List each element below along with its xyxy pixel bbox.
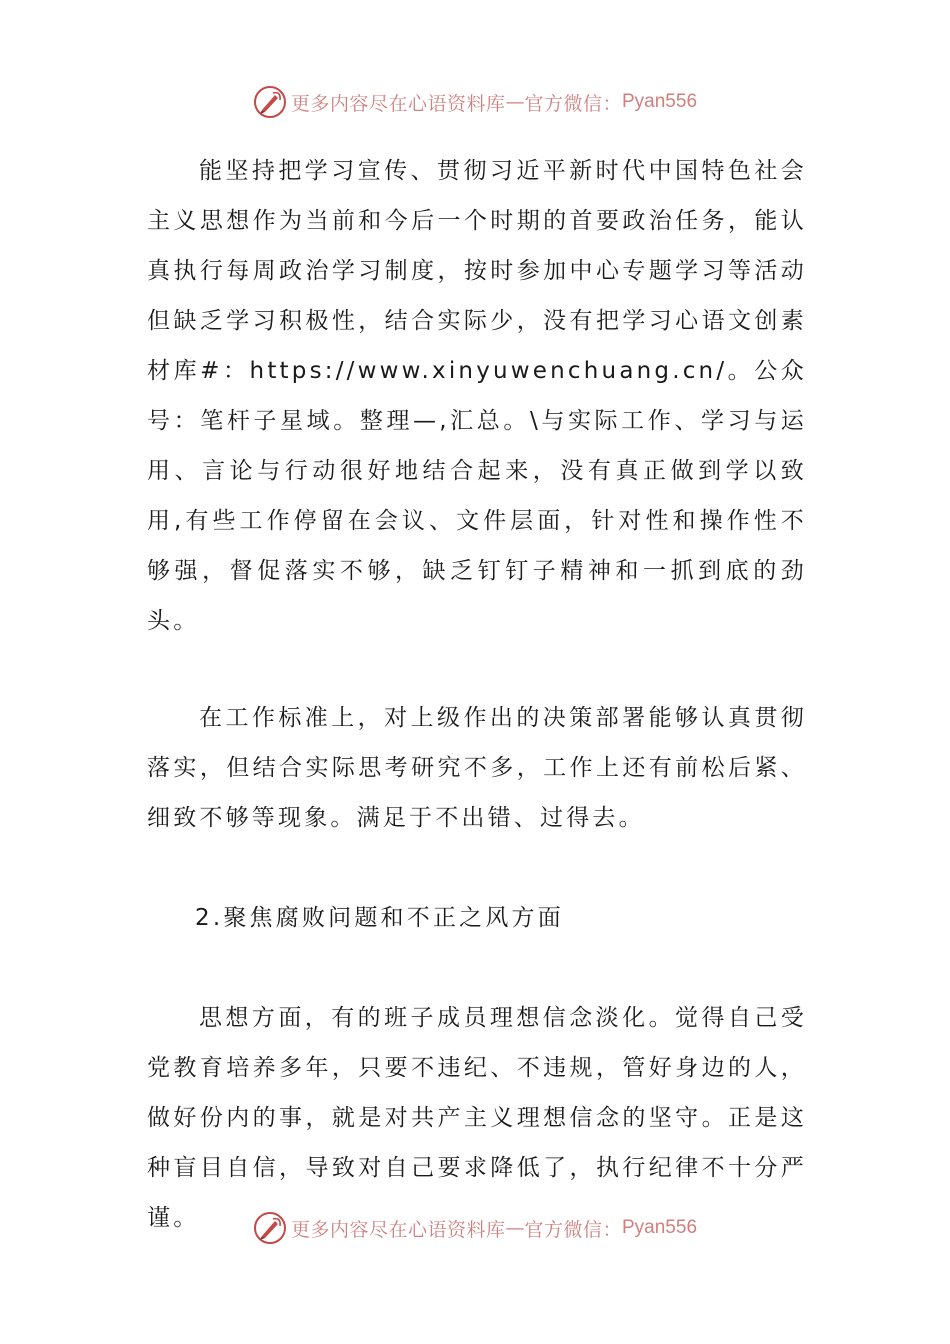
watermark-label: 官方微信： xyxy=(524,92,622,115)
watermark-header xyxy=(0,82,950,122)
paragraph-work-standard: 在工作标准上，对上级作出的决策部署能够认真贯彻落实，但结合实际思考研究不多，工作上还有前松后紧、细致不够等现象。满足于不出错、过得去。 xyxy=(147,705,807,831)
paragraph-gap xyxy=(147,646,807,693)
watermark-id: Pyan556 xyxy=(622,91,698,112)
watermark-label: 官方微信： xyxy=(524,1218,622,1241)
paragraph-gap xyxy=(147,843,807,893)
paragraph-ideology: 思想方面，有的班子成员理想信念淡化。觉得自己受党教育培养多年，只要不违纪、不违规，管好身边的人，做好份内的事，就是对共产主义理想信念的坚守。正是这种盲目自信，导致对自己要求降低了，执行纪律不十分严谨。 xyxy=(147,1005,807,1231)
pen-logo-icon xyxy=(253,85,287,119)
paragraph-gap xyxy=(147,943,807,993)
watermark-footer xyxy=(0,1208,950,1248)
watermark-text: 更多内容尽在心语资料库 xyxy=(290,92,506,115)
watermark-id: Pyan556 xyxy=(622,1217,698,1238)
watermark-separator: — xyxy=(505,91,525,113)
watermark-separator: — xyxy=(505,1217,525,1239)
paragraph-study: 能坚持把学习宣传、贯彻习近平新时代中国特色社会主义思想作为当前和今后一个时期的首要政治任务，能认真执行每周政治学习制度，按时参加中心专题学习等活动但缺乏学习积极性，结合实际少，没有把学习心语文创素材库#：https://www.xinyuwenchuang.cn/。公众号：笔杆子星域。整理—,汇总。\与实际工作、学习与运用、言论与行动很好地结合起来，没有真正做到学以致用,有些工作停留在会议、文件层面，针对性和操作性不够强，督促落实不够，缺乏钉钉子精神和一抓到底的劲头。 xyxy=(147,158,807,634)
watermark-text: 更多内容尽在心语资料库 xyxy=(290,1218,506,1241)
section-heading: 2.聚焦腐败问题和不正之风方面 xyxy=(195,905,564,931)
document-body xyxy=(147,146,807,1243)
pen-logo-icon xyxy=(253,1211,287,1245)
